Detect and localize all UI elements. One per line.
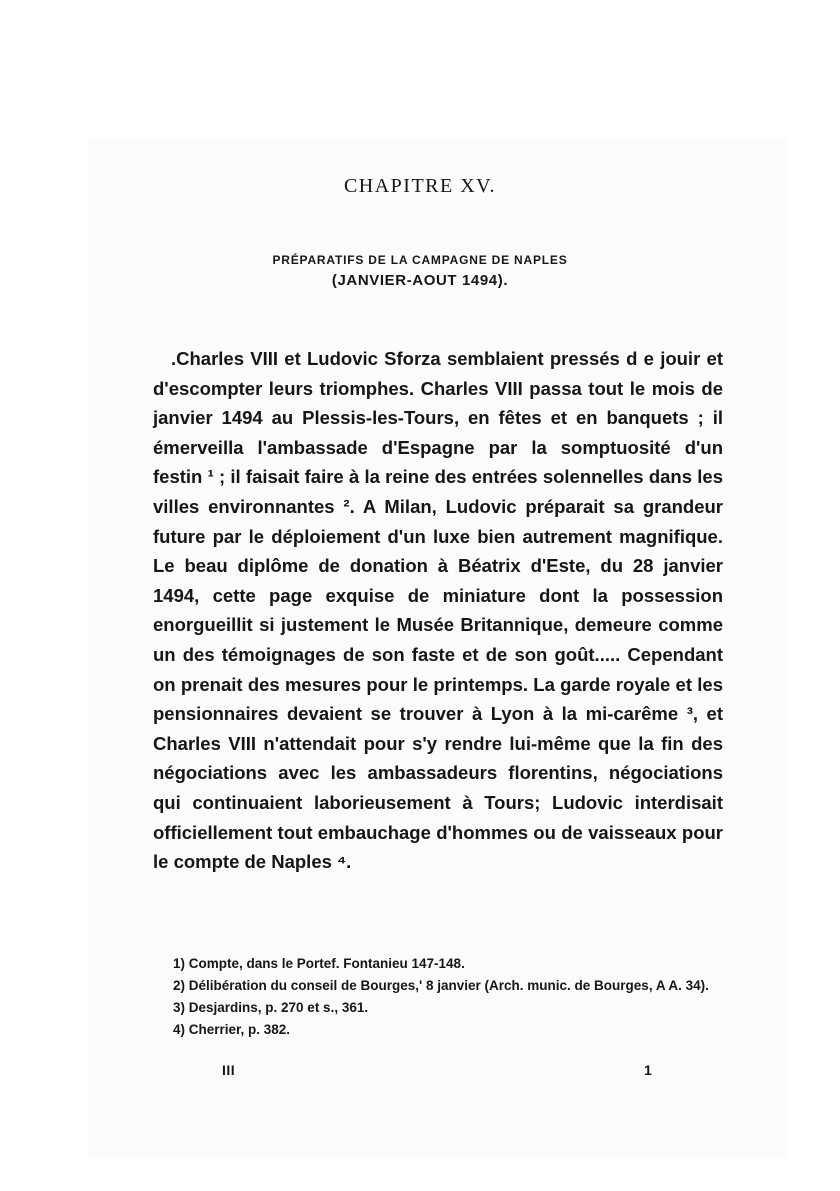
section-dates: (JANVIER-AOUT 1494).: [331, 272, 509, 289]
signature-number: 1: [644, 1062, 652, 1078]
footnote-1: 1) Compte, dans le Portef. Fontanieu 147-148.: [173, 956, 465, 971]
body-text: [153, 344, 723, 877]
footnote-3: 3) Desjardins, p. 270 et s., 361.: [173, 1000, 369, 1015]
footnote-2: 2) Délibération du conseil de Bourges,' 8 janvier (Arch. munic. de Bourges, A A. 34).: [173, 978, 709, 993]
body-paragraph: .Charles VIII et Ludovic Sforza semblaient pressés d e jouir et d'escompter leurs triomphes. Charles VIII passa tout le mois de janvier 1494 au Plessis-les-Tours, en fêtes et en banquets ; il émerveilla l'ambassade d'Espagne par la somptuosité d'un festin ¹ ; il faisait faire à la reine des entrées solennelles dans les villes environnantes ². A Milan, Ludovic préparait sa grandeur future par le déploiement d'un luxe bien autrement magnifique. Le beau diplôme de donation à Béatrix d'Este, du 28 janvier 1494, cette page exquise de miniature dont la possession enorgueillit si justement le Musée Britannique, demeure comme un des témoignages de son faste et de son goût..... Cependant on prenait des mesures pour le printemps. La garde royale et les pensionnaires devaient se trouver à Lyon à la mi-carême ³, et Charles VIII n'attendait pour s'y rendre lui-même que la fin des négociations avec les ambassadeurs florentins, négociations qui continuaient laborieusement à Tours; Ludovic interdisait officiellement tout embauchage d'hommes ou de vaisseaux pour le compte de Naples ⁴.: [153, 348, 723, 873]
chapter-title: CHAPITRE XV.: [343, 175, 497, 198]
section-heading: PRÉPARATIFS DE LA CAMPAGNE DE NAPLES: [272, 253, 568, 267]
signature-mark: III: [222, 1062, 236, 1078]
footnote-4: 4) Cherrier, p. 382.: [173, 1022, 291, 1037]
footnotes: [153, 953, 725, 1041]
